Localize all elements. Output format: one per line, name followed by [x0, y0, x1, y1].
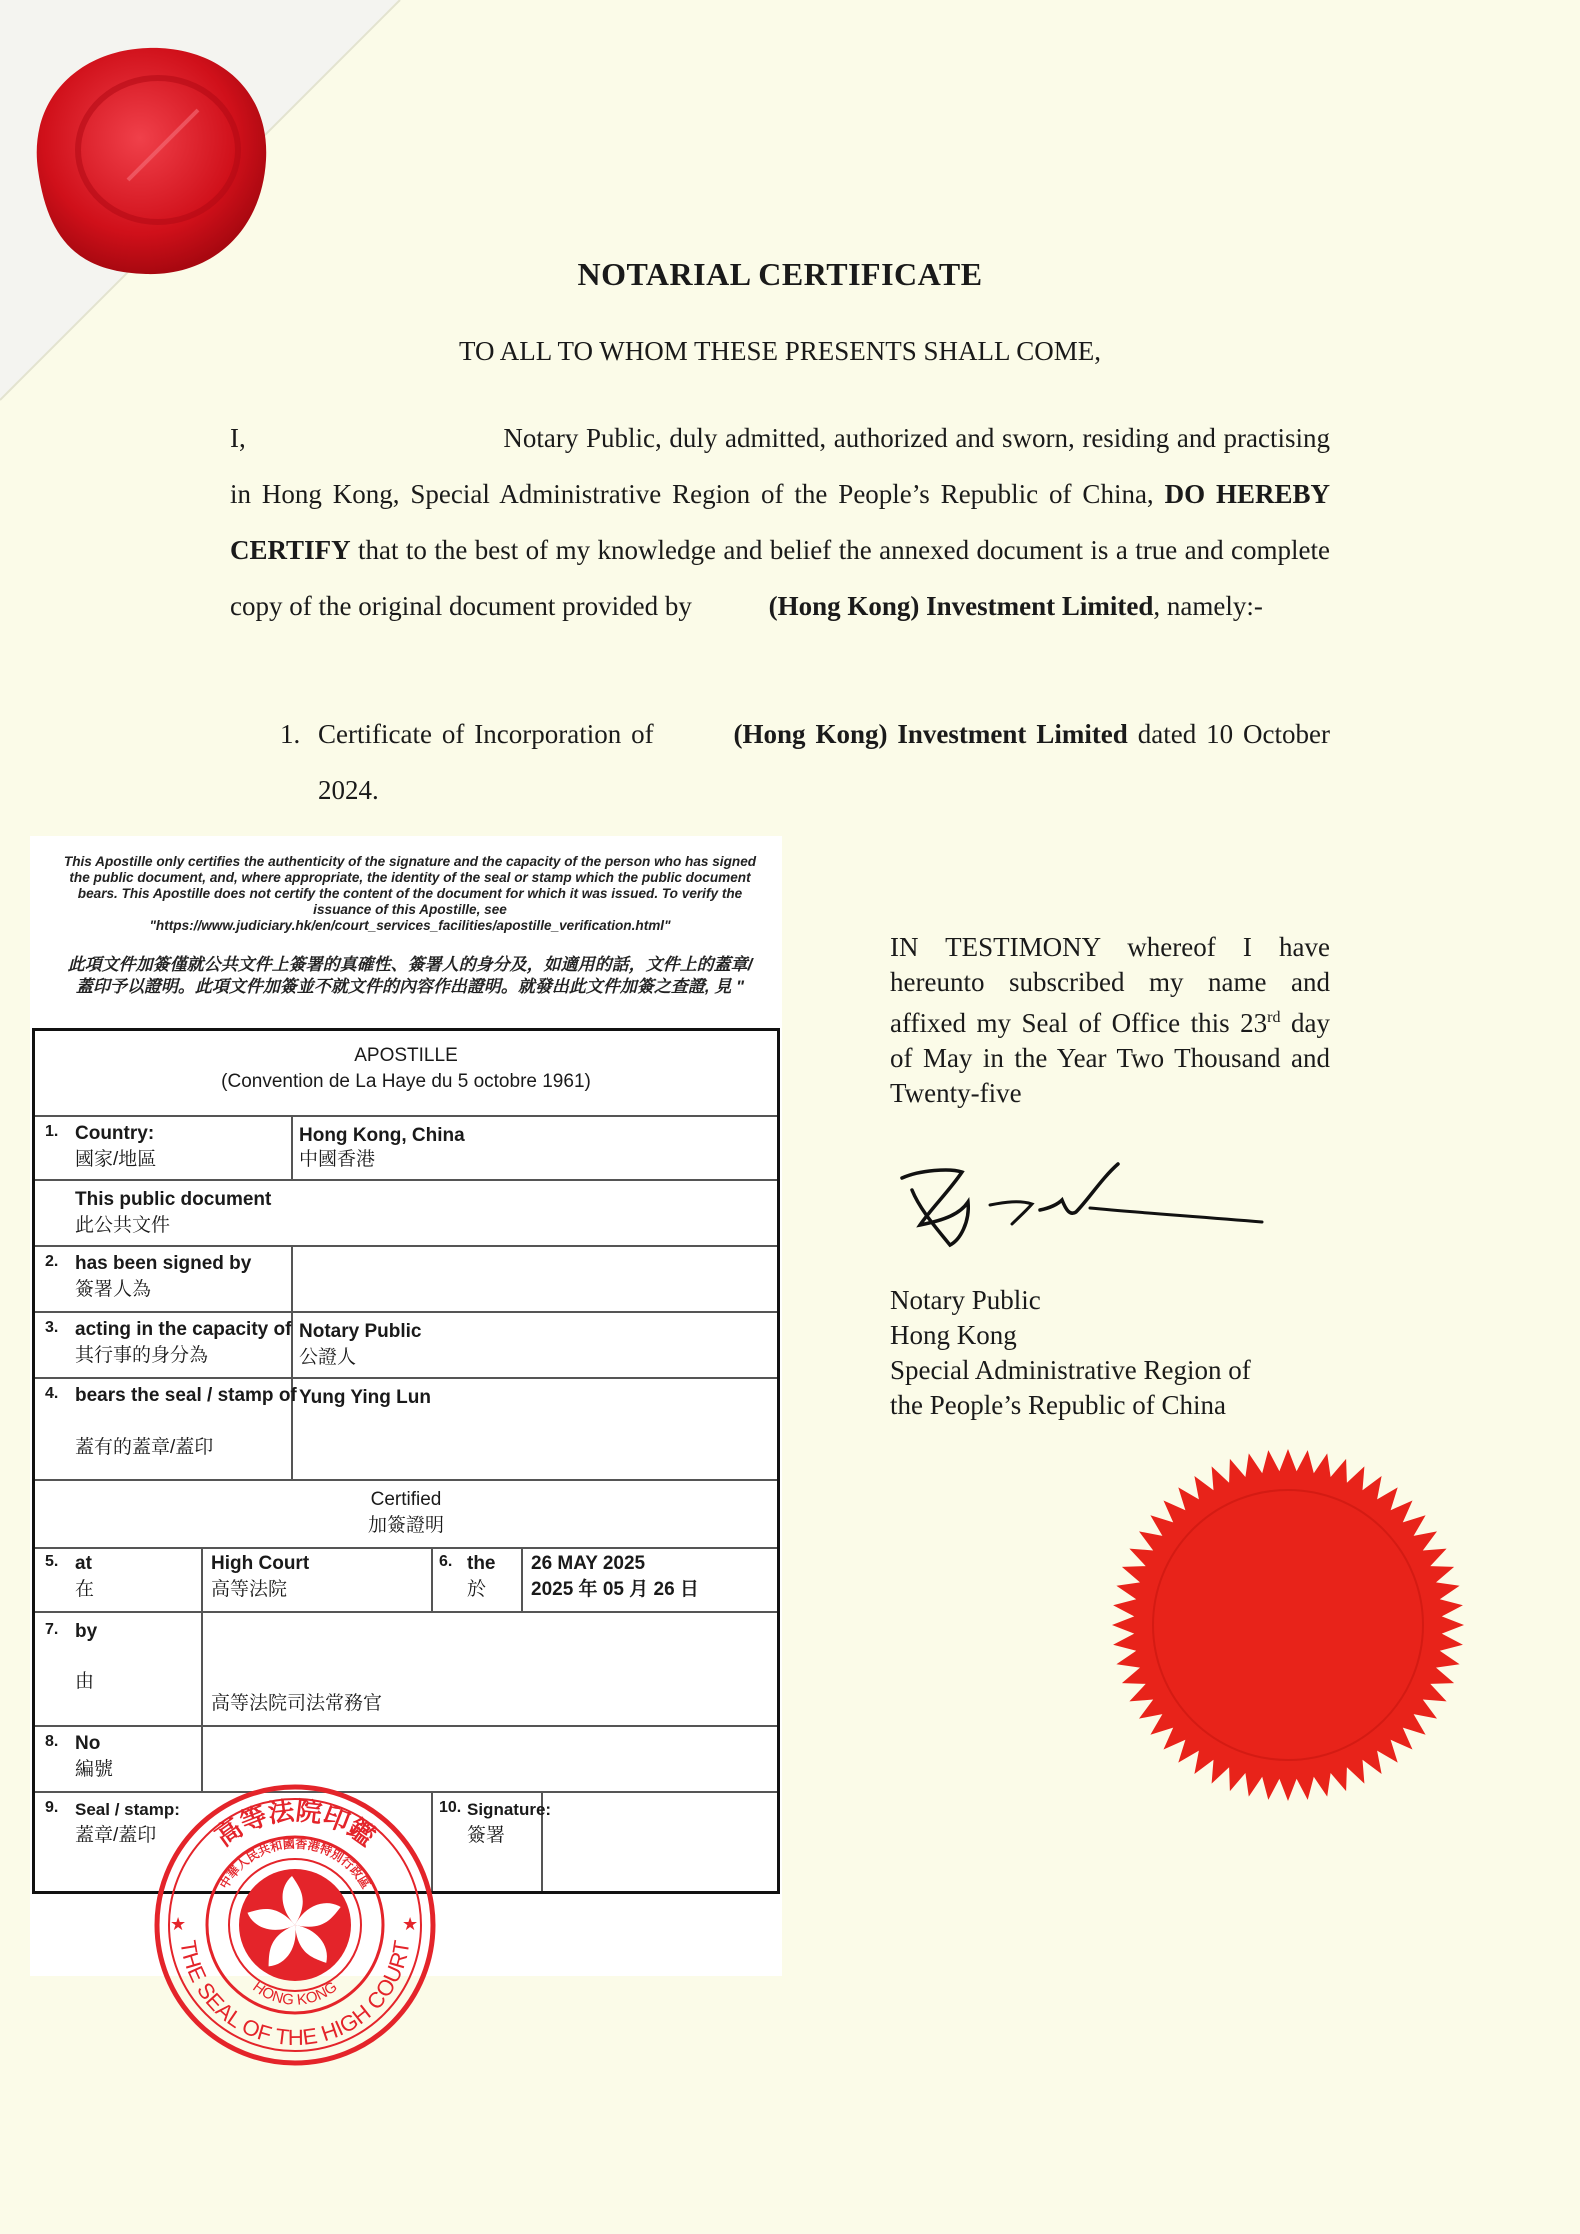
rule [35, 1311, 777, 1313]
capacity-value-zh: 公證人 [299, 1347, 357, 1368]
row-number: 8. [45, 1733, 59, 1750]
addressee-line: TO ALL TO WHOM THESE PRESENTS SHALL COME, [458, 336, 1102, 366]
country-label: Country: [75, 1123, 155, 1144]
svg-text:高等法院印鑑 [209, 1796, 380, 1853]
rule [201, 1547, 203, 1791]
seal-outer-zh: 高等法院印鑑 [210, 1796, 380, 1853]
notary-line: Special Administrative Region of [890, 1355, 1251, 1385]
item-number: 1. [280, 719, 301, 749]
public-document-label: This public document [75, 1189, 272, 1210]
certify-phrase: DO HEREBY CERTIFY [230, 479, 1330, 565]
notary-red-seal [1108, 1445, 1468, 1805]
row-number: 7. [45, 1621, 59, 1638]
notary-signature [890, 1150, 1270, 1260]
country-label-zh: 國家/地區 [75, 1149, 157, 1170]
rule [35, 1725, 777, 1727]
seal-star-icon: ★ [170, 1914, 187, 1934]
rule [35, 1547, 777, 1549]
seal-stamp-label: Seal / stamp: [75, 1800, 180, 1819]
item-company: (Hong Kong) Investment Limited [733, 719, 1128, 749]
country-value-zh: 中國香港 [299, 1149, 376, 1170]
row-number: 2. [45, 1253, 59, 1270]
certification-paragraph [230, 410, 1330, 634]
capacity-label: acting in the capacity of [75, 1319, 292, 1340]
row-number: 3. [45, 1319, 59, 1336]
high-court-seal [150, 1780, 440, 2070]
row-number: 5. [45, 1553, 59, 1570]
wax-seal [8, 30, 288, 290]
number-label: No [75, 1733, 101, 1754]
at-value: High Court [211, 1553, 310, 1574]
row-number: 10. [439, 1799, 462, 1816]
at-label-zh: 在 [75, 1579, 95, 1600]
country-value: Hong Kong, China [299, 1125, 465, 1146]
seal-of-value: Yung Ying Lun [299, 1387, 431, 1408]
notary-line: the People’s Republic of China [890, 1390, 1226, 1420]
seal-stamp-label-zh: 蓋章/蓋印 [75, 1825, 157, 1846]
rule [35, 1115, 777, 1117]
signed-by-label: has been signed by [75, 1253, 252, 1274]
testimony-text: IN TESTIMONY whereof I have hereunto subscribed my name and affixed my Seal of Office this 23 [890, 932, 1330, 1038]
seal-star-icon: ★ [402, 1914, 419, 1934]
notary-title-block [890, 1283, 1350, 1423]
by-label: by [75, 1621, 98, 1642]
apostille-table [32, 1028, 780, 1894]
the-label: the [467, 1553, 496, 1574]
company-name: (Hong Kong) Investment Limited [768, 591, 1154, 621]
rule [431, 1547, 433, 1611]
seal-of-label-zh: 蓋有的蓋章/蓋印 [75, 1437, 214, 1458]
apostille-disclaimer: This Apostille only certifies the authenticity of the signature and the capacity of the person who has signed the public document, and, where appropriate, the identity of the seal or stamp which the public document bears. This Apostille does not certify the content of the document for which it was issued. To verify the issuance of this Apostille, see "https://www.judiciary.hk/en/court_services_facilities/apostille_verification.html" [63, 854, 757, 933]
row-number: 4. [45, 1385, 59, 1402]
signature-label: Signature: [467, 1800, 552, 1819]
by-value-zh: 高等法院司法常務官 [211, 1693, 383, 1714]
seal-inner-en: HONG KONG [249, 1978, 341, 2009]
row-number: 9. [45, 1799, 59, 1816]
date-value-zh: 2025 年 05 月 26 日 [531, 1579, 699, 1600]
list-item [280, 706, 1330, 818]
rule [291, 1245, 293, 1479]
row-number: 1. [45, 1123, 59, 1140]
apostille-heading: APOSTILLE [354, 1045, 458, 1066]
seal-outer-en: THE SEAL OF THE HIGH COURT [175, 1938, 415, 2051]
rule [35, 1479, 777, 1481]
item-date: dated 10 October 2024. [318, 719, 1331, 805]
date-value: 26 MAY 2025 [531, 1553, 646, 1574]
notary-line: Notary Public [890, 1285, 1041, 1315]
row-number: 6. [439, 1553, 453, 1570]
testimony-text-end: day of May in the Year Two Thousand and Twenty-five [890, 1008, 1331, 1108]
certification-text: that to the best of my knowledge and belief the annexed document is a true and complete copy of the original document provided by [230, 535, 1330, 621]
number-label-zh: 編號 [75, 1759, 114, 1780]
by-label-zh: 由 [75, 1671, 95, 1692]
rule [35, 1377, 777, 1379]
at-label: at [75, 1553, 92, 1574]
rule [35, 1611, 777, 1613]
signed-by-label-zh: 簽署人為 [75, 1279, 152, 1300]
page-title: NOTARIAL CERTIFICATE [577, 256, 983, 292]
capacity-value: Notary Public [299, 1321, 422, 1342]
notary-line: Hong Kong [890, 1320, 1017, 1350]
capacity-label-zh: 其行事的身分為 [75, 1345, 209, 1366]
ordinal-suffix: rd [1267, 1009, 1281, 1026]
rule [35, 1179, 777, 1181]
public-document-label-zh: 此公共文件 [75, 1215, 171, 1236]
rule [291, 1115, 293, 1179]
rule [521, 1547, 523, 1611]
signature-label-zh: 簽署 [467, 1825, 506, 1846]
item-text: Certificate of Incorporation of [318, 719, 654, 749]
apostille-convention: (Convention de La Haye du 5 octobre 1961) [221, 1071, 591, 1092]
apostille-disclaimer-zh: 此項文件加簽僅就公共文件上簽署的真確性、簽署人的身分及，如適用的話，文件上的蓋章/蓋印予以證明。此項文件加簽並不就文件的內容作出證明。就發出此文件加簽之查證, 見 " [67, 955, 753, 996]
seal-inner-zh: 中華人民共和國香港特別行政區 [217, 1836, 373, 1892]
rule [35, 1245, 777, 1247]
svg-text:HONG KONG [250, 1978, 341, 2008]
testimony-paragraph [890, 930, 1330, 1111]
certified-heading: Certified [370, 1489, 442, 1510]
namely-text: , namely:- [1153, 591, 1263, 621]
notary-description: Notary Public, duly admitted, authorized and sworn, residing and practising in Hong Kong, Special Administrative Region of the People’s Republic of China, [230, 423, 1330, 509]
seal-of-label: bears the seal / stamp of [75, 1385, 297, 1406]
pronoun: I, [230, 423, 246, 453]
the-label-zh: 於 [467, 1579, 487, 1600]
certified-heading-zh: 加簽證明 [367, 1515, 444, 1536]
at-value-zh: 高等法院 [211, 1579, 288, 1600]
